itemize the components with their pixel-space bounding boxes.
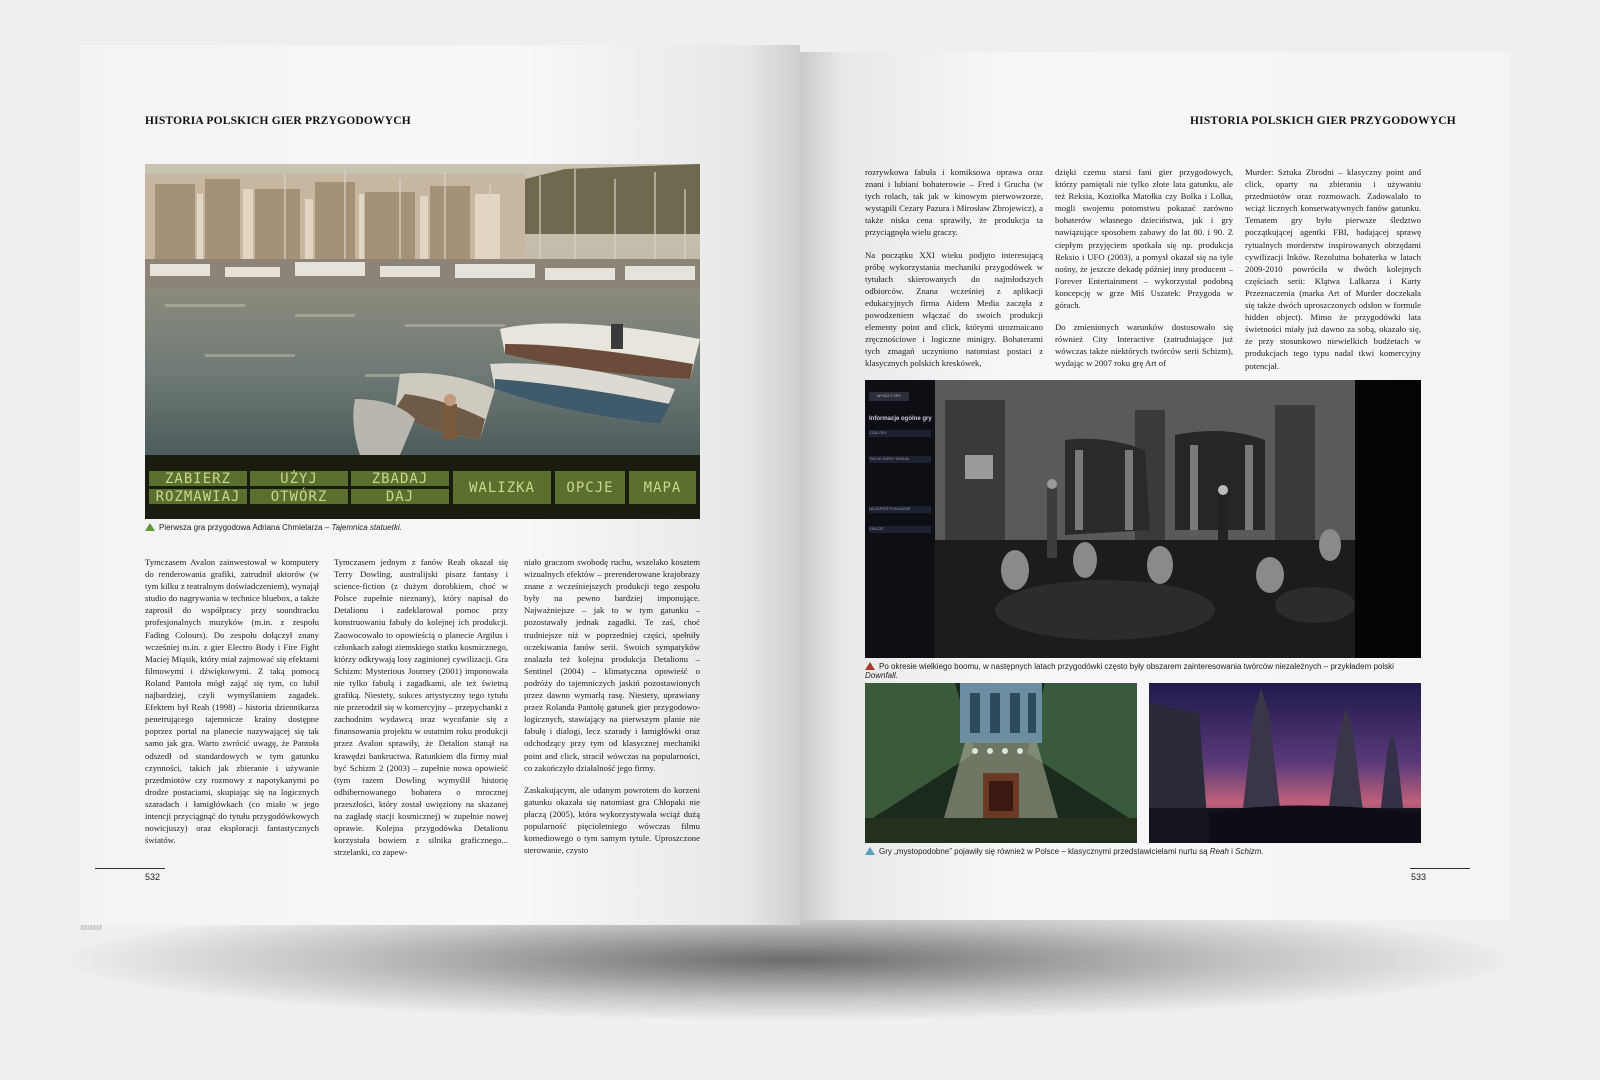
page-number-right: 533	[1411, 872, 1427, 882]
left-col-2: Tymczasem jednym z fanów Reah okazał się Terry Dowling, australijski pisarz fantasy i science-fiction (z dużym dorobkiem, choć w Polsce zupełnie nieznany), który napisał do Detalionu i zadeklarował pomoc przy konstruowaniu fabuły do kolejnej ich produkcji. Zaowocowało to opowieścią o planecie Argilus i członkach załogi ziemskiego statku kosmicznego, którzy odkrywają losy zaginionej cywilizacji. Gra Schizm: Mysterious Journey (2001) imponowała nie tylko fabułą i zagadkami, ale też świetną grafiką. Niestety, sukces artystyczny tego tytułu nie przerodził się w komercyjny – przepychanki z zachodnim wydawcą oraz wycofanie się z finansowania projektu w ostatnim roku produkcji przez Avalon sprawiły, że Detalion stanął na krawędzi bankructwa. Ratunkiem dla firmy miał być Schizm 2 (2003) – zupełnie nowa opowieść (tym razem Dowling wymyślił historię odhibernowanego bohatera o mrocznej przeszłości, który został uwięziony na skazanej na zagładę stacji kosmicznej) w zupełnie nowej oprawie. Kolejna przygodówka Detalionu korzystała bowiem z silnika graficznego... strzelanki, co zapew-	[334, 557, 508, 858]
verb-use-button[interactable]: UŻYJ	[249, 470, 349, 487]
page-number-left: 532	[145, 872, 161, 882]
triangle-icon	[145, 523, 155, 531]
verb-take-button[interactable]: ZABIERZ	[148, 470, 248, 487]
verb-give-button[interactable]: DAJ	[350, 488, 450, 505]
left-col-1: Tymczasem Avalon zainwestował w komputery do renderowania grafiki, zatrudnił aktorów (w tym kilku z teatralnym doświadczeniem), wynajął studio do nagrywania w technice bluebox, a także zaprosił do współpracy przy soundtracku profesjonalnych muzyków (m.in. z zespołu Fading Colours). Do zespołu dołączył znany wcześniej m.in. z gier Electro Body i Fire Fight Maciej Miąsik, który miał zajmować się efektami filmowymi i dźwiękowymi. Z taką pomocą Roland Pantoła mógł zająć się tym, co lubił najbardziej, czyli wymyślaniem zagadek. Efektem był Reah (1998) – historia dziennikarza penetrującego tajemnicze krainy dostępne poprzez portal na planecie nazywającej się tak samo jak gra. Warto zwrócić uwagę, że Pantoła odszedł od standardowych w tym gatunku czynności, takich jak zbieranie i używanie przedmiotów czy rozmowy z napotykanymi po drodze postaciami, skupiając się na logicznych szaradach i łamigłówkach (co miało w jego intencji przyciągnąć do tytułu przygodówkowych nowicjuszy) oraz eksploracji fantastycznych światów.	[145, 557, 319, 846]
triangle-icon	[865, 662, 875, 670]
harbor-screenshot	[145, 164, 700, 455]
caption-mystlike: Gry „mystopodobne” pojawiły się również w Polsce – klasycznymi przedstawicielami nurtu są Reah i Schizm.	[865, 847, 1425, 856]
verb-examine-button[interactable]: ZBADAJ	[350, 470, 450, 487]
folio-rule-right	[1410, 868, 1470, 869]
harbor-scene	[145, 164, 700, 455]
menu-item-playtime[interactable]: CZAS GRY	[869, 430, 931, 437]
caption-downfall: Po okresie wielkiego boomu, w następnych latach przygodówki często były obszarem zainteresowania twórców niezależnych – przykładem polski Downfall.	[865, 662, 1394, 680]
verb-open-button[interactable]: OTWÓRZ	[249, 488, 349, 505]
options-button[interactable]: OPCJE	[554, 470, 626, 505]
right-col-2: dzięki czemu starsi fani gier przygodowych, którzy pamiętali nie tylko złote lata gatunku, ale też Reksia, Koziołka Matołka czy Bolka i Lolka, mogli swojemu potomstwu pokazać zarówno bohaterów własnego dzieciństwa, jak i gry nawiązujące sposobem zabawy do lat 80. i 90. Z ciepłym przyjęciem spotkała się np. produkcja Reksio i UFO (2003), a pomysł okazał się na tyle nośny, że jeszcze dekadę później inny producent – Forever Entertainment – wykorzystał podobną koncepcję w grze Miś Uszatek: Przygoda w górach. Do zmienionych warunków dostosowało się również City Interactive (zatrudniające już wówczas także niektórych twórców serii Schizm), wydając w 2007 roku grę Art of	[1055, 167, 1233, 369]
game-info-header: Informacje ogólne gry	[869, 416, 932, 422]
downfall-screenshot	[865, 380, 1421, 658]
caption-left: Pierwsza gra przygodowa Adriana Chmielarza – Tajemnica statuetki.	[145, 523, 700, 532]
map-button[interactable]: MAPA	[628, 470, 697, 505]
menu-item-saves[interactable]: TWOJE ZAPISY GRANIA	[869, 456, 931, 463]
verb-bar	[145, 455, 700, 519]
verb-talk-button[interactable]: ROZMAWIAJ	[148, 488, 248, 505]
running-head-right: HISTORIA POLSKICH GIER PRZYGODOWYCH	[1190, 115, 1456, 127]
game-menu-panel	[865, 380, 935, 658]
exit-game-button[interactable]: WYJDŹ Z GRY	[869, 392, 909, 401]
folio-rule-left	[95, 868, 165, 869]
running-head-left: HISTORIA POLSKICH GIER PRZYGODOWYCH	[145, 115, 411, 127]
menu-item-best[interactable]: NAJLEPSZE POKAZANIE	[869, 506, 931, 513]
schizm-screenshot	[1149, 683, 1421, 843]
right-col-3: Murder: Sztuka Zbrodni – klasyczny point and click, oparty na zbieraniu i używaniu przedmiotów oraz rozmowach. Zadowalało to wciąż licznych konserwatywnych fanów gatunku. Tematem gry było pierwsze śledztwo początkującej agentki FBI, badającej sprawę rytualnych morderstw inspirowanych obrzędami cywilizacji Inków. Rezolutna bohaterka w latach 2009-2010 powróciła w dwóch kolejnych częściach serii: Klątwa Lalkarza i Karty Przeznaczenia (marka Art of Murder doczekała się także dwóch uproszczonych odsłon w formule hidden object). Mimo że przygodówki lata świetności miały już dawno za sobą, okazało się, że przy stosunkowo niewielkich budżetach w produkcjach tego typu nadal tkwi komercyjny potencjał.	[1245, 167, 1421, 371]
menu-item-players[interactable]: GRACZE	[869, 526, 931, 533]
right-col-1: rozrywkowa fabuła i komiksowa oprawa oraz znani i lubiani bohaterowie – Fred i Grucha (w tych rolach, tak jak w kinowym pierwowzorze, wystąpili Cezary Pazura i Mirosław Zbrojewicz), a także niska cena sprawiły, że produkcja ta przyciągnęła wielu graczy. Na początku XXI wieku podjęto interesującą próbę wykorzystania mechaniki przygodówek w tytułach skierowanych do najmłodszych odbiorców. Znana wcześniej z aplikacji edukacyjnych firma Aidem Media zaczęła z powodzeniem włączać do swoich produkcji elementy point and click, którymi urozmaicano zręcznościowe i logiczne minigry. Bohaterami tych zmagań uczyniono natomiast postaci z klasycznych polskich kreskówek,	[865, 167, 1043, 369]
suitcase-button[interactable]: WALIZKA	[452, 470, 552, 505]
reah-screenshot	[865, 683, 1137, 843]
triangle-icon	[865, 847, 875, 855]
schizm-scene	[1149, 683, 1421, 843]
left-col-3: niało graczom swobodę ruchu, wszelako kosztem wizualnych efektów – prerenderowane krajobrazy znane z wcześniejszych produkcji tego zespołu były na pewno bardziej imponujące. Najważniejsze – jak to w tym gatunku – pozostawały jednak zagadki. Te zaś, choć trudniejsze niż w poprzedniej części, spełniły oczekiwania fanów serii. Swoich sympatyków znalazła też kolejna produkcja Detalionu – Sentinel (2004) – klimatyczna opowieść o podróży do tajemniczych jaskiń pozostawionych przez dawno wymarłą rasę. Niestety, uprawiany przez Rolanda Pantołę gatunek gier przygodowo-logicznych, stawiający na pierwszym planie nie fabułę i dialogi, lecz szarady i łamigłówki oraz odchodzący przy tym od klasycznej mechaniki point and click, stracił wówczas na popularności, co zakończyło działalność jego firmy. Zaskakującym, ale udanym powrotem do korzeni gatunku okazała się natomiast gra Chłopaki nie płaczą (2005), która wykorzystywała wciąż dużą popularność pięcioletniego wówczas filmu komediowego o tym samym tytule. Uproszczone sterowanie, czysto	[524, 557, 700, 856]
downfall-scene	[935, 380, 1421, 658]
reah-scene	[865, 683, 1137, 843]
